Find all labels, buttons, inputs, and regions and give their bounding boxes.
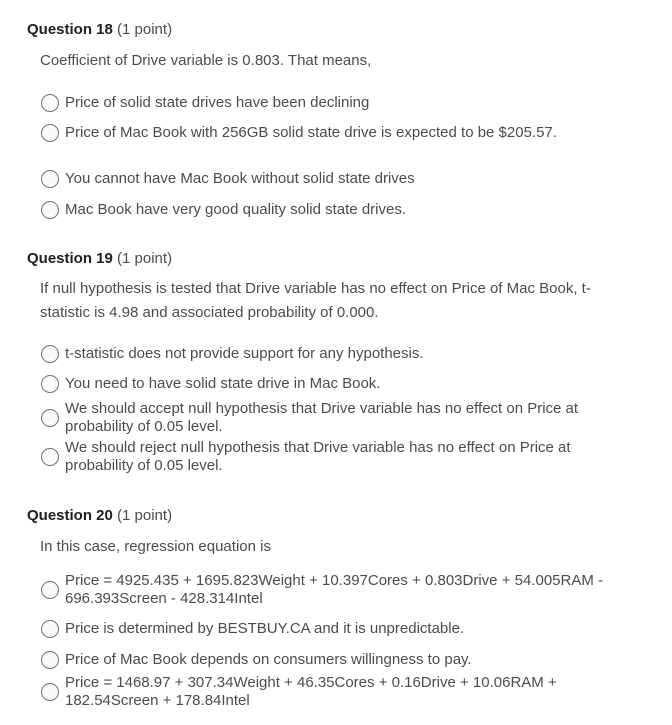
answer-option[interactable] [41,375,631,393]
question-18-text: Coefficient of Drive variable is 0.803. That means, [40,52,372,69]
question-points: (1 point) [117,250,173,267]
option-label: We should accept null hypothesis that Drive variable has no effect on Price at probability of 0.05 level. [65,400,579,435]
radio-button[interactable] [41,124,59,142]
question-points: (1 point) [117,507,173,524]
option-label: You need to have solid state drive in Mac Book. [65,375,381,392]
question-20-text: In this case, regression equation is [40,538,271,555]
question-number: Question 18 [27,21,113,38]
answer-option[interactable] [41,201,631,219]
radio-button[interactable] [41,94,59,112]
question-19-title [27,250,172,267]
option-label: Price of Mac Book with 256GB solid state drive is expected to be $205.57. [65,124,557,141]
radio-button[interactable] [41,651,59,669]
radio-button[interactable] [41,448,59,466]
option-label: Mac Book have very good quality solid state drives. [65,201,407,218]
radio-button[interactable] [41,409,59,427]
question-20-title [27,507,172,524]
radio-button[interactable] [41,345,59,363]
answer-option[interactable] [41,651,631,669]
answer-option[interactable] [41,124,631,142]
option-label: t-statistic does not provide support for any hypothesis. [65,345,424,362]
answer-option[interactable] [41,94,631,112]
radio-button[interactable] [41,201,59,219]
answer-option[interactable] [41,400,606,436]
option-label: Price = 4925.435 + 1695.823Weight + 10.397Cores + 0.803Drive + 54.005RAM - 696.393Screen - 428.314Intel [65,572,603,607]
radio-button[interactable] [41,581,59,599]
answer-option[interactable] [41,170,631,188]
radio-button[interactable] [41,683,59,701]
radio-button[interactable] [41,375,59,393]
option-label: Price is determined by BESTBUY.CA and it is unpredictable. [65,620,465,637]
question-number: Question 19 [27,250,113,267]
answer-option[interactable] [41,439,606,475]
option-label: We should reject null hypothesis that Drive variable has no effect on Price at probability of 0.05 level. [65,439,571,474]
option-label: Price = 1468.97 + 307.34Weight + 46.35Cores + 0.16Drive + 10.06RAM + 182.54Screen + 178.84Intel [65,674,557,709]
answer-option[interactable] [41,620,631,638]
question-points: (1 point) [117,21,173,38]
answer-option[interactable] [41,674,581,710]
option-label: You cannot have Mac Book without solid state drives [65,170,415,187]
question-18-title [27,21,172,38]
answer-option[interactable] [41,345,631,363]
radio-button[interactable] [41,170,59,188]
radio-button[interactable] [41,620,59,638]
option-label: Price of Mac Book depends on consumers willingness to pay. [65,651,472,668]
option-label: Price of solid state drives have been declining [65,94,370,111]
answer-option[interactable] [41,572,631,608]
question-19-text: If null hypothesis is tested that Drive variable has no effect on Price of Mac Book, t-statistic is 4.98 and associated probability of 0.000. [40,280,591,321]
question-number: Question 20 [27,507,113,524]
